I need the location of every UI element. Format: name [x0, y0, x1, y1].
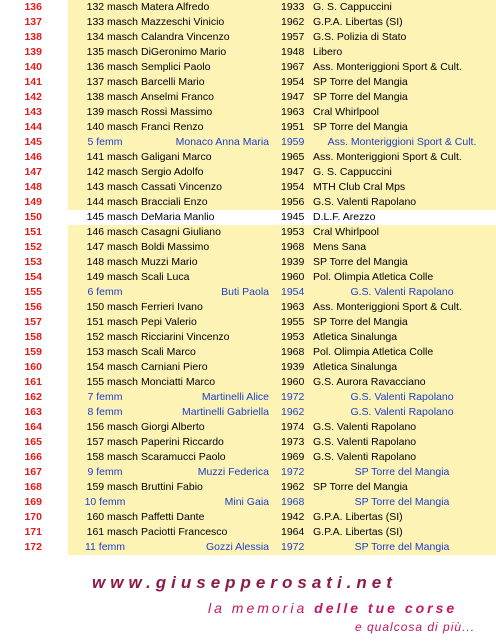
table-row	[0, 450, 496, 465]
category-cell: 152 masch	[86, 331, 138, 343]
category-cell: 149 masch	[86, 271, 138, 283]
club-cell: D.L.F. Arezzo	[313, 211, 376, 223]
birth-year-cell: 1947	[281, 91, 305, 103]
birth-year-cell: 1968	[281, 241, 305, 253]
club-cell: Cral Whirlpool	[313, 106, 379, 118]
birth-year-cell: 1974	[281, 421, 305, 433]
position-cell: 136	[24, 1, 42, 13]
category-cell: 133 masch	[86, 16, 138, 28]
position-cell: 171	[24, 526, 42, 538]
club-cell: G.S. Valenti Rapolano	[313, 436, 417, 448]
table-row	[0, 390, 496, 405]
table-row	[0, 210, 496, 225]
position-cell: 156	[24, 301, 42, 313]
athlete-name-cell: Scali Luca	[141, 271, 190, 283]
birth-year-cell: 1939	[281, 361, 305, 373]
club-cell: G.S. Valenti Rapolano	[350, 406, 454, 418]
category-cell: 150 masch	[86, 301, 138, 313]
category-cell: 155 masch	[86, 376, 138, 388]
athlete-name-cell: Scaramucci Paolo	[141, 451, 226, 463]
birth-year-cell: 1957	[281, 31, 305, 43]
position-cell: 152	[24, 241, 42, 253]
category-cell: 10 femm	[84, 496, 126, 508]
club-cell: G.P.A. Libertas (SI)	[313, 16, 403, 28]
category-cell: 132 masch	[86, 1, 138, 13]
birth-year-cell: 1953	[281, 226, 305, 238]
birth-year-cell: 1955	[281, 316, 305, 328]
club-cell: Ass. Monteriggioni Sport & Cult.	[313, 301, 462, 313]
club-cell: G. S. Cappuccini	[313, 1, 392, 13]
club-cell: G.S. Valenti Rapolano	[313, 451, 417, 463]
athlete-name-cell: Monaco Anna Maria	[175, 136, 269, 148]
club-cell: SP Torre del Mangia	[313, 76, 408, 88]
position-cell: 139	[24, 46, 42, 58]
table-row	[0, 105, 496, 120]
category-cell: 5 femm	[87, 136, 123, 148]
table-row	[0, 525, 496, 540]
club-cell: Atletica Sinalunga	[313, 331, 398, 343]
birth-year-cell: 1939	[281, 256, 305, 268]
position-cell: 142	[24, 91, 42, 103]
table-row	[0, 345, 496, 360]
club-cell: SP Torre del Mangia	[313, 481, 408, 493]
athlete-name-cell: Rossi Massimo	[141, 106, 213, 118]
club-cell: Cral Whirlpool	[313, 226, 379, 238]
category-cell: 140 masch	[86, 121, 138, 133]
club-cell: G. S. Cappuccini	[313, 166, 392, 178]
table-row	[0, 90, 496, 105]
birth-year-cell: 1956	[281, 196, 305, 208]
category-cell: 7 femm	[87, 391, 123, 403]
table-row	[0, 255, 496, 270]
table-row	[0, 240, 496, 255]
table-row	[0, 540, 496, 555]
table-row	[0, 75, 496, 90]
athlete-name-cell: Scali Marco	[141, 346, 196, 358]
athlete-name-cell: Franci Renzo	[141, 121, 204, 133]
tagline-part-2: delle tue corse	[314, 600, 458, 616]
birth-year-cell: 1959	[281, 136, 305, 148]
athlete-name-cell: Casagni Giuliano	[141, 226, 221, 238]
category-cell: 147 masch	[86, 241, 138, 253]
position-cell: 162	[24, 391, 42, 403]
birth-year-cell: 1968	[281, 496, 305, 508]
category-cell: 160 masch	[86, 511, 138, 523]
position-cell: 167	[24, 466, 42, 478]
table-row	[0, 0, 496, 15]
club-cell: SP Torre del Mangia	[354, 541, 450, 553]
birth-year-cell: 1954	[281, 286, 305, 298]
birth-year-cell: 1972	[281, 541, 305, 553]
position-cell: 149	[24, 196, 42, 208]
club-cell: G.S. Valenti Rapolano	[350, 286, 454, 298]
category-cell: 153 masch	[86, 346, 138, 358]
birth-year-cell: 1972	[281, 466, 305, 478]
table-row	[0, 360, 496, 375]
athlete-name-cell: Calandra Vincenzo	[141, 31, 230, 43]
athlete-name-cell: Barcelli Mario	[141, 76, 205, 88]
category-cell: 151 masch	[86, 316, 138, 328]
club-cell: Ass. Monteriggioni Sport & Cult.	[313, 151, 462, 163]
club-cell: G.S. Polizia di Stato	[313, 31, 407, 43]
category-cell: 146 masch	[86, 226, 138, 238]
athlete-name-cell: Bruttini Fabio	[141, 481, 203, 493]
table-row	[0, 405, 496, 420]
category-cell: 141 masch	[86, 151, 138, 163]
table-row	[0, 300, 496, 315]
athlete-name-cell: Boldi Massimo	[141, 241, 210, 253]
table-row	[0, 465, 496, 480]
table-row	[0, 225, 496, 240]
athlete-name-cell: Cassati Vincenzo	[141, 181, 222, 193]
birth-year-cell: 1960	[281, 376, 305, 388]
club-cell: G.P.A. Libertas (SI)	[313, 526, 403, 538]
birth-year-cell: 1968	[281, 346, 305, 358]
category-cell: 137 masch	[86, 76, 138, 88]
birth-year-cell: 1963	[281, 301, 305, 313]
position-cell: 153	[24, 256, 42, 268]
category-cell: 142 masch	[86, 166, 138, 178]
athlete-name-cell: Muzzi Federica	[197, 466, 269, 478]
birth-year-cell: 1960	[281, 271, 305, 283]
athlete-name-cell: Paperini Riccardo	[141, 436, 224, 448]
position-cell: 158	[24, 331, 42, 343]
club-cell: G.S. Valenti Rapolano	[350, 391, 454, 403]
table-row	[0, 330, 496, 345]
birth-year-cell: 1972	[281, 391, 305, 403]
position-cell: 170	[24, 511, 42, 523]
position-cell: 145	[24, 136, 42, 148]
position-cell: 150	[24, 211, 42, 223]
site-url[interactable]: www.giusepperosati.net	[92, 573, 397, 592]
athlete-name-cell: Giorgi Alberto	[141, 421, 205, 433]
table-row	[0, 195, 496, 210]
birth-year-cell: 1964	[281, 526, 305, 538]
tagline-part-1: la memoria	[208, 600, 308, 616]
position-cell: 169	[24, 496, 42, 508]
athlete-name-cell: Mini Gaia	[224, 496, 269, 508]
club-cell: SP Torre del Mangia	[354, 496, 450, 508]
athlete-name-cell: Gozzi Alessia	[205, 541, 269, 553]
athlete-name-cell: Martinelli Gabriella	[182, 406, 269, 418]
club-cell: Mens Sana	[313, 241, 367, 253]
birth-year-cell: 1948	[281, 46, 305, 58]
table-row	[0, 510, 496, 525]
birth-year-cell: 1933	[281, 1, 305, 13]
athlete-name-cell: Bracciali Enzo	[141, 196, 208, 208]
athlete-name-cell: Pepi Valerio	[141, 316, 197, 328]
table-row	[0, 480, 496, 495]
category-cell: 11 femm	[84, 541, 126, 553]
position-cell: 164	[24, 421, 42, 433]
table-row	[0, 120, 496, 135]
category-cell: 144 masch	[86, 196, 138, 208]
category-cell: 134 masch	[86, 31, 138, 43]
category-cell: 145 masch	[86, 211, 138, 223]
position-cell: 147	[24, 166, 42, 178]
table-row	[0, 165, 496, 180]
position-cell: 160	[24, 361, 42, 373]
position-cell: 172	[24, 541, 42, 553]
category-cell: 154 masch	[86, 361, 138, 373]
position-cell: 161	[24, 376, 42, 388]
category-cell: 6 femm	[87, 286, 123, 298]
category-cell: 157 masch	[86, 436, 138, 448]
birth-year-cell: 1973	[281, 436, 305, 448]
athlete-name-cell: Galigani Marco	[141, 151, 212, 163]
category-cell: 148 masch	[86, 256, 138, 268]
category-cell: 158 masch	[86, 451, 138, 463]
table-row	[0, 495, 496, 510]
club-cell: G.S. Valenti Rapolano	[313, 421, 417, 433]
table-row	[0, 180, 496, 195]
position-cell: 143	[24, 106, 42, 118]
athlete-name-cell: DeMaria Manlio	[141, 211, 215, 223]
athlete-name-cell: Sergio Adolfo	[141, 166, 204, 178]
birth-year-cell: 1951	[281, 121, 305, 133]
category-cell: 138 masch	[86, 91, 138, 103]
club-cell: Pol. Olimpia Atletica Colle	[313, 271, 434, 283]
club-cell: SP Torre del Mangia	[313, 316, 408, 328]
athlete-name-cell: Matera Alfredo	[141, 1, 210, 13]
position-cell: 137	[24, 16, 42, 28]
position-cell: 148	[24, 181, 42, 193]
tagline	[208, 600, 496, 616]
club-cell: Libero	[313, 46, 343, 58]
position-cell: 163	[24, 406, 42, 418]
category-cell: 161 masch	[86, 526, 138, 538]
club-cell: G.P.A. Libertas (SI)	[313, 511, 403, 523]
table-row	[0, 135, 496, 150]
birth-year-cell: 1969	[281, 451, 305, 463]
club-cell: G.S. Valenti Rapolano	[313, 196, 417, 208]
athlete-name-cell: Paffetti Dante	[141, 511, 205, 523]
athlete-name-cell: Monciatti Marco	[141, 376, 216, 388]
table-row	[0, 150, 496, 165]
category-cell: 159 masch	[86, 481, 138, 493]
athlete-name-cell: Ricciarini Vincenzo	[141, 331, 230, 343]
club-cell: SP Torre del Mangia	[313, 121, 408, 133]
table-row	[0, 15, 496, 30]
category-cell: 156 masch	[86, 421, 138, 433]
athlete-name-cell: Semplici Paolo	[141, 61, 211, 73]
position-cell: 141	[24, 76, 42, 88]
category-cell: 9 femm	[87, 466, 123, 478]
athlete-name-cell: Mazzeschi Vinicio	[141, 16, 225, 28]
table-row	[0, 285, 496, 300]
club-cell: Atletica Sinalunga	[313, 361, 398, 373]
table-row	[0, 375, 496, 390]
position-cell: 168	[24, 481, 42, 493]
category-cell: 139 masch	[86, 106, 138, 118]
birth-year-cell: 1963	[281, 106, 305, 118]
athlete-name-cell: Paciotti Francesco	[141, 526, 228, 538]
table-row	[0, 315, 496, 330]
position-cell: 166	[24, 451, 42, 463]
position-cell: 151	[24, 226, 42, 238]
table-row	[0, 270, 496, 285]
position-cell: 157	[24, 316, 42, 328]
birth-year-cell: 1945	[281, 211, 305, 223]
birth-year-cell: 1962	[281, 406, 305, 418]
birth-year-cell: 1953	[281, 331, 305, 343]
club-cell: Ass. Monteriggioni Sport & Cult.	[327, 136, 477, 148]
position-cell: 146	[24, 151, 42, 163]
club-cell: G.S. Aurora Ravacciano	[313, 376, 426, 388]
position-cell: 165	[24, 436, 42, 448]
position-cell: 159	[24, 346, 42, 358]
table-row	[0, 420, 496, 435]
table-row	[0, 60, 496, 75]
athlete-name-cell: Martinelli Alice	[201, 391, 269, 403]
athlete-name-cell: DiGeronimo Mario	[141, 46, 227, 58]
birth-year-cell: 1942	[281, 511, 305, 523]
position-cell: 154	[24, 271, 42, 283]
club-cell: Pol. Olimpia Atletica Colle	[313, 346, 434, 358]
birth-year-cell: 1962	[281, 481, 305, 493]
birth-year-cell: 1954	[281, 181, 305, 193]
birth-year-cell: 1954	[281, 76, 305, 88]
athlete-name-cell: Carniani Piero	[141, 361, 208, 373]
birth-year-cell: 1967	[281, 61, 305, 73]
athlete-name-cell: Buti Paola	[221, 286, 269, 298]
position-cell: 140	[24, 61, 42, 73]
club-cell: SP Torre del Mangia	[313, 91, 408, 103]
birth-year-cell: 1962	[281, 16, 305, 28]
tagline-secondary: e qualcosa di più...	[355, 620, 476, 634]
position-cell: 144	[24, 121, 42, 133]
category-cell: 135 masch	[86, 46, 138, 58]
club-cell: Ass. Monteriggioni Sport & Cult.	[313, 61, 462, 73]
table-row	[0, 30, 496, 45]
birth-year-cell: 1965	[281, 151, 305, 163]
athlete-name-cell: Ferrieri Ivano	[141, 301, 203, 313]
club-cell: SP Torre del Mangia	[354, 466, 450, 478]
athlete-name-cell: Muzzi Mario	[141, 256, 198, 268]
position-cell: 138	[24, 31, 42, 43]
category-cell: 136 masch	[86, 61, 138, 73]
table-row	[0, 435, 496, 450]
athlete-name-cell: Anselmi Franco	[141, 91, 214, 103]
club-cell: MTH Club Cral Mps	[313, 181, 406, 193]
position-cell: 155	[24, 286, 42, 298]
club-cell: SP Torre del Mangia	[313, 256, 408, 268]
category-cell: 143 masch	[86, 181, 138, 193]
table-row	[0, 45, 496, 60]
category-cell: 8 femm	[87, 406, 123, 418]
birth-year-cell: 1947	[281, 166, 305, 178]
